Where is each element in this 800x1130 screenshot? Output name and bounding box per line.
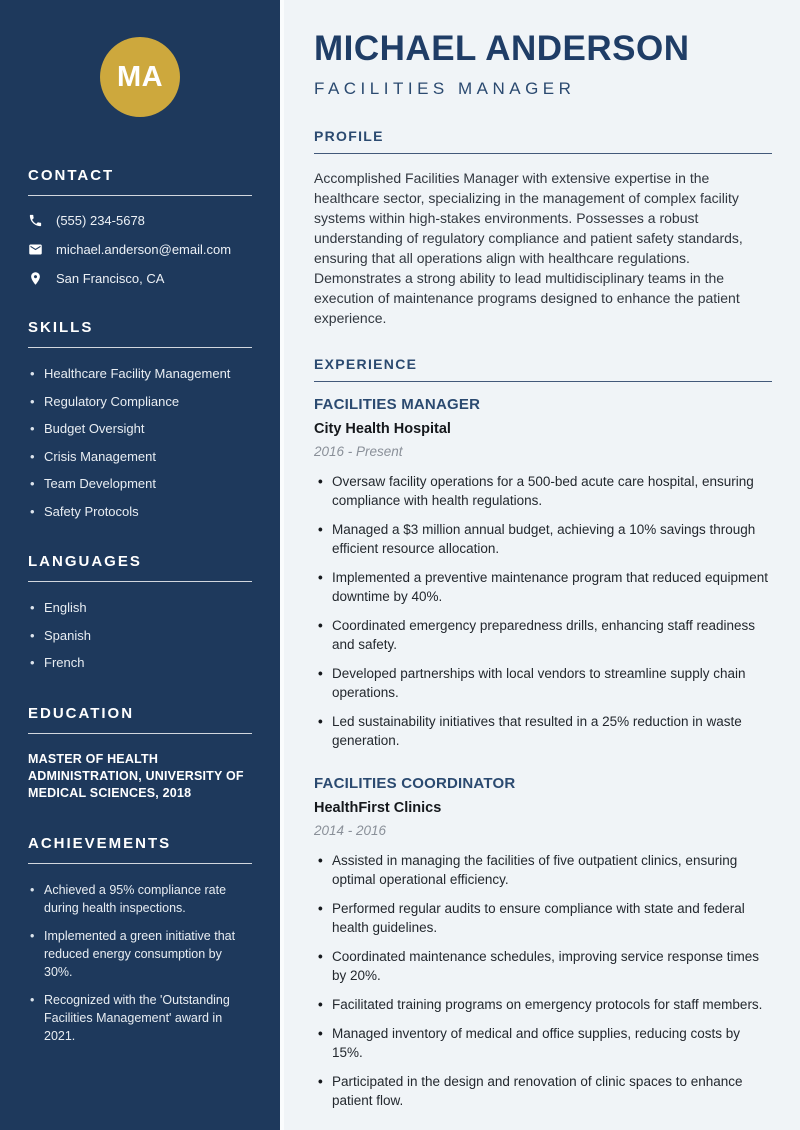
skills-section bbox=[28, 319, 252, 520]
job-bullet: • Led sustainability initiatives that resulted in a 25% reduction in waste generation. bbox=[314, 712, 772, 750]
contact-location bbox=[28, 271, 252, 286]
achievements-heading: ACHIEVEMENTS bbox=[28, 835, 252, 864]
skill-item: • Healthcare Facility Management bbox=[28, 365, 252, 383]
skill-item: • Regulatory Compliance bbox=[28, 393, 252, 411]
contact-section bbox=[28, 167, 252, 286]
skill-item: • Team Development bbox=[28, 475, 252, 493]
language-item: • Spanish bbox=[28, 627, 252, 645]
sidebar bbox=[0, 0, 280, 1130]
mail-icon bbox=[28, 242, 43, 257]
job-bullet: • Coordinated maintenance schedules, improving service response times by 20%. bbox=[314, 947, 772, 985]
person-title: FACILITIES MANAGER bbox=[314, 78, 576, 98]
job-bullets bbox=[314, 472, 772, 750]
email-value: michael.anderson@email.com bbox=[56, 242, 232, 257]
achievement-item: • Implemented a green initiative that reduced energy consumption by 30%. bbox=[28, 927, 252, 981]
job-bullet: • Participated in the design and renovation of clinic spaces to enhance patient flow. bbox=[314, 1072, 772, 1110]
job-entry bbox=[314, 396, 772, 750]
skills-heading: SKILLS bbox=[28, 319, 252, 348]
job-bullet: • Implemented a preventive maintenance program that reduced equipment downtime by 40%. bbox=[314, 568, 772, 606]
skill-item: • Crisis Management bbox=[28, 448, 252, 466]
main-content bbox=[280, 0, 800, 1130]
achievement-item: • Achieved a 95% compliance rate during health inspections. bbox=[28, 881, 252, 917]
profile-text: Accomplished Facilities Manager with extensive expertise in the healthcare sector, specializing in the management of complex facility systems within high-stakes environments. Possesses a robust understanding of regulatory compliance and patient safety standards, ensuring that all operations align with healthcare regulations. Demonstrates a strong ability to lead multidisciplinary teams in the execution of maintenance programs designed to enhance the patient experience. bbox=[314, 169, 743, 326]
contact-heading: CONTACT bbox=[28, 167, 252, 196]
language-item: • French bbox=[28, 654, 252, 672]
achievement-item: • Recognized with the 'Outstanding Facilities Management' award in 2021. bbox=[28, 991, 252, 1045]
languages-heading: LANGUAGES bbox=[28, 553, 252, 582]
avatar-container bbox=[28, 37, 252, 117]
job-bullet: • Performed regular audits to ensure compliance with state and federal health guidelines. bbox=[314, 899, 772, 937]
location-icon bbox=[28, 271, 43, 286]
contact-phone bbox=[28, 213, 252, 228]
job-entry bbox=[314, 775, 772, 1110]
skill-item: • Safety Protocols bbox=[28, 503, 252, 521]
job-bullet: • Oversaw facility operations for a 500-bed acute care hospital, ensuring compliance with health regulations. bbox=[314, 472, 772, 510]
job-bullets bbox=[314, 851, 772, 1110]
phone-value: (555) 234-5678 bbox=[56, 213, 145, 228]
job-role: FACILITIES MANAGER bbox=[314, 395, 481, 413]
skills-list bbox=[28, 365, 252, 520]
job-bullet: • Managed inventory of medical and office supplies, reducing costs by 15%. bbox=[314, 1024, 772, 1062]
skill-item: • Budget Oversight bbox=[28, 420, 252, 438]
achievements-list bbox=[28, 881, 252, 1046]
location-value: San Francisco, CA bbox=[56, 271, 165, 286]
profile-section bbox=[314, 128, 772, 328]
contact-email bbox=[28, 242, 252, 257]
phone-icon bbox=[28, 213, 43, 228]
experience-heading: EXPERIENCE bbox=[314, 356, 772, 382]
profile-heading: PROFILE bbox=[314, 128, 772, 154]
job-dates: 2014 - 2016 bbox=[314, 822, 387, 838]
job-bullet: • Developed partnerships with local vendors to streamline supply chain operations. bbox=[314, 664, 772, 702]
achievements-section bbox=[28, 835, 252, 1046]
languages-list bbox=[28, 599, 252, 672]
job-company: HealthFirst Clinics bbox=[314, 799, 442, 816]
language-item: • English bbox=[28, 599, 252, 617]
education-degree: MASTER OF HEALTH ADMINISTRATION, UNIVERSITY OF MEDICAL SCIENCES, 2018 bbox=[28, 751, 244, 800]
job-bullet: • Assisted in managing the facilities of five outpatient clinics, ensuring optimal operational efficiency. bbox=[314, 851, 772, 889]
job-bullet: • Coordinated emergency preparedness drills, enhancing staff readiness and safety. bbox=[314, 616, 772, 654]
languages-section bbox=[28, 553, 252, 672]
job-company: City Health Hospital bbox=[314, 420, 451, 437]
education-heading: EDUCATION bbox=[28, 705, 252, 734]
education-section bbox=[28, 705, 252, 802]
job-role: FACILITIES COORDINATOR bbox=[314, 774, 516, 792]
person-name: MICHAEL ANDERSON bbox=[314, 29, 690, 68]
job-bullet: • Facilitated training programs on emergency protocols for staff members. bbox=[314, 995, 772, 1014]
job-dates: 2016 - Present bbox=[314, 443, 403, 459]
job-bullet: • Managed a $3 million annual budget, achieving a 10% savings through efficient resource allocation. bbox=[314, 520, 772, 558]
experience-section bbox=[314, 356, 772, 1110]
avatar: MA bbox=[100, 37, 180, 117]
